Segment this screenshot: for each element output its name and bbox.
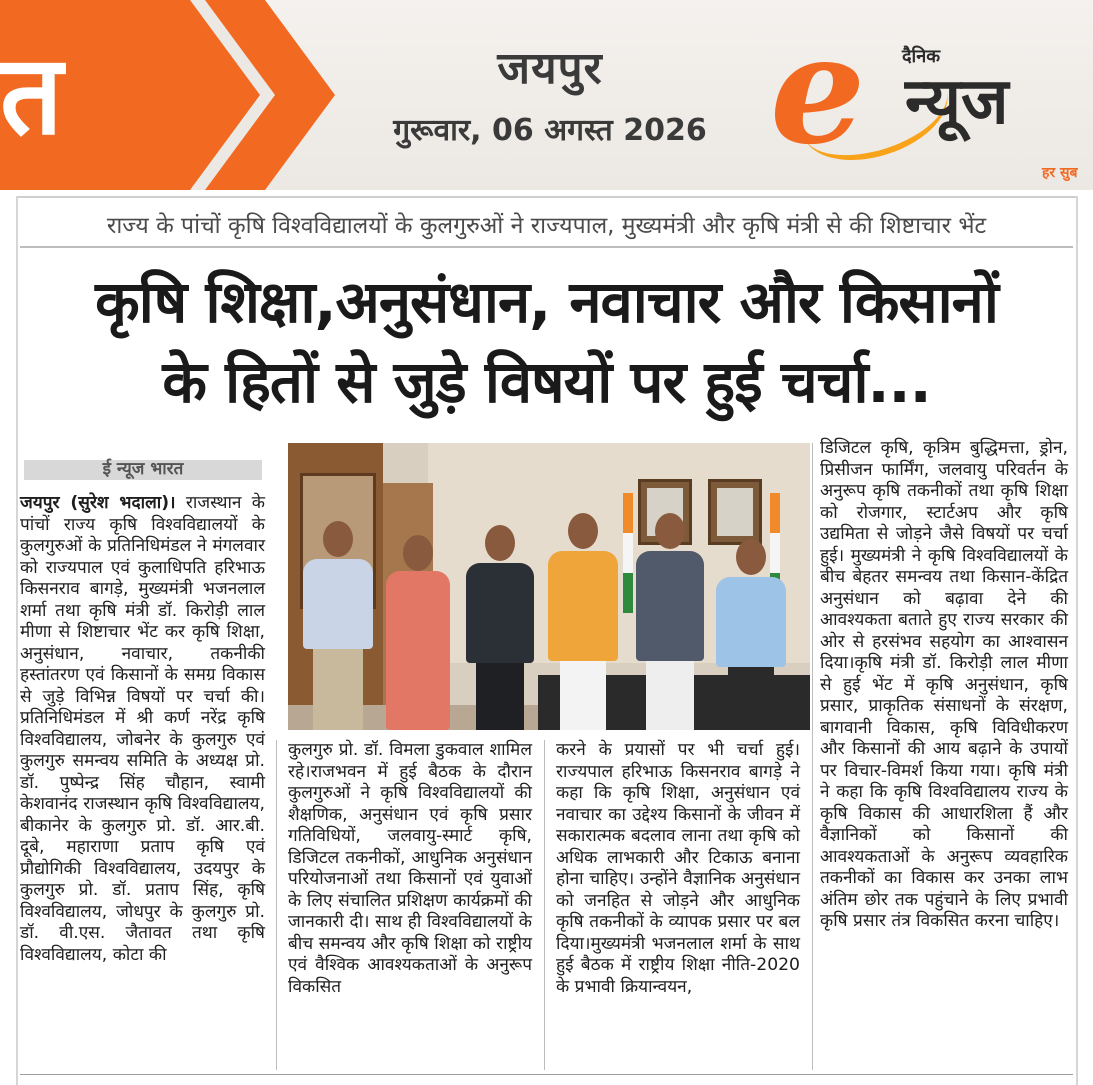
article-column-3 — [556, 740, 800, 998]
edition-city: जयपुर — [497, 43, 603, 94]
person-figure — [378, 535, 458, 730]
article-dateline: जयपुर (सुरेश भदाला)। — [20, 493, 176, 513]
headline-line-2: के हितों से जुड़े विषयों पर हुई चर्चा... — [162, 348, 931, 416]
person-figure — [540, 513, 626, 730]
frame-left-rule — [16, 196, 18, 1085]
logo-e-mark: e — [770, 2, 866, 178]
person-figure — [458, 525, 542, 730]
person-figure — [293, 521, 383, 730]
person-figure — [628, 513, 712, 730]
article-byline: ई न्यूज भारत — [102, 459, 184, 479]
article-kicker: राज्य के पांचों कृषि विश्वविद्यालयों के कुलगुरुओं ने राज्यपाल, मुख्यमंत्री और कृषि मंत्री से की शिष्टाचार भेंट — [20, 206, 1073, 248]
article-headline — [20, 262, 1073, 422]
column-4-text: डिजिटल कृषि, कृत्रिम बुद्धिमत्ता, ड्रोन, प्रिसीजन फार्मिंग, जलवायु परिवर्तन के अनुरूप कृषि तकनीकों तथा कृषि शिक्षा को रोजगार, स्टार्टअप और कृषि उद्यमिता से जोड़ने जैसे विषयों पर चर्चा हुई। मुख्यमंत्री ने कृषि विश्वविद्यालयों के बीच बेहतर समन्वय तथा किसान-केंद्रित अनुसंधान को बढ़ावा देने की आवश्यकता बताते हुए राज्य सरकार की ओर से हरसंभव सहयोग का आश्वासन दिया।कृषि मंत्री डॉ. किरोड़ी लाल मीणा से हुई भेंट में कृषि अनुसंधान, कृषि प्रसार, प्राकृतिक संसाधनों के संरक्षण, बागवानी विकास, कृषि विविधीकरण और किसानों की आय बढ़ाने के उपायों पर विचार-विमर्श किया गया। कृषि मंत्री ने कहा कि कृषि विश्वविद्यालय राज्य के कृषि विकास की आधारशिला हैं और वैज्ञानिकों को किसानों की आवश्यकताओं के अनुरूप व्यवहारिक तकनीकों का विकास कर उनका लाभ अंतिम छोर तक पहुंचाने के लिए प्रभावी कृषि प्रसार तंत्र विकसित करना चाहिए। — [820, 438, 1068, 931]
article-column-1 — [20, 493, 265, 966]
column-2-text: कुलगुरु प्रो. डॉ. विमला डुकवाल शामिल रहे।राजभवन में हुई बैठक के दौरान कुलगुरुओं ने कृषि विश्वविद्यालयों की शैक्षणिक, अनुसंधान एवं कृषि प्रसार गतिविधियों, जलवायु-स्मार्ट कृषि, डिजिटल तकनीकों, आधुनिक अनुसंधान परियोजनाओं तथा किसानों एवं युवाओं के लिए संचालित प्रशिक्षण कार्यक्रमों की जानकारी दी। साथ ही विश्वविद्यालयों के बीच समन्वय और कृषि शिक्षा को राष्ट्रीय एवं वैश्विक आवश्यकताओं के अनुरूप विकसित — [288, 740, 532, 997]
masthead-left-letter: त — [0, 31, 63, 159]
column-divider — [812, 443, 813, 1070]
column-3-text: करने के प्रयासों पर भी चर्चा हुई।राज्यपाल हरिभाऊ किसनराव बागड़े ने कहा कि कृषि शिक्षा, अनुसंधान एवं नवाचार का उद्देश्य किसानों के जीवन में सकारात्मक बदलाव लाना तथा कृषि को अधिक लाभकारी और टिकाऊ बनाना होना चाहिए। उन्होंने वैज्ञानिक अनुसंधान को जनहित से जोड़ने और आधुनिक कृषि तकनीकों के व्यापक प्रसार पर बल दिया।मुख्यमंत्री भजनलाल शर्मा के साथ हुई बैठक में राष्ट्रीय शिक्षा नीति-2020 के प्रभावी क्रियान्वयन, — [556, 740, 800, 997]
edition-date: गुरूवार, 06 अगस्त 2026 — [393, 113, 707, 148]
logo-tagline: हर सुब — [1042, 165, 1078, 181]
masthead — [0, 0, 1093, 190]
article-column-4 — [820, 438, 1068, 933]
group-photo — [288, 443, 810, 730]
column-divider — [544, 740, 545, 1070]
bottom-rule — [20, 1074, 1073, 1075]
column-divider — [276, 740, 277, 1070]
flag-icon — [770, 493, 780, 533]
frame-right-rule — [1076, 196, 1078, 1085]
article-column-2 — [288, 740, 532, 998]
person-figure — [708, 539, 794, 730]
logo-dainik-label: दैनिक — [902, 46, 941, 67]
headline-line-1: कृषि शिक्षा,अनुसंधान, नवाचार और किसानों — [95, 268, 998, 336]
logo-news-wordmark: न्यूज — [905, 65, 1009, 139]
frame-top-rule — [16, 196, 1078, 198]
portrait-frame-icon — [708, 479, 762, 545]
column-1-text: राजस्थान के पांचों राज्य कृषि विश्वविद्यालयों के कुलगुरुओं के प्रतिनिधिमंडल ने मंगलवार को राज्यपाल एवं कुलाधिपति हरिभाऊ किसनराव बागड़े, मुख्यमंत्री भजनलाल शर्मा तथा कृषि मंत्री डॉ. किरोड़ी लाल मीणा से शिष्टाचार भेंट कर कृषि शिक्षा, अनुसंधान, नवाचार, तकनीकी हस्तांतरण एवं किसानों के समग्र विकास से जुड़े विभिन्न विषयों पर चर्चा की।प्रतिनिधिमंडल में श्री कर्ण नरेंद्र कृषि विश्वविद्यालय, जोबनेर के कुलगुरु एवं कुलगुरु समन्वय समिति के अध्यक्ष प्रो. डॉ. पुष्पेन्द्र सिंह चौहान, स्वामी केशवानंद राजस्थान कृषि विश्वविद्यालय, बीकानेर के कुलगुरु प्रो. डॉ. आर.बी. दूबे, महाराणा प्रताप कृषि एवं प्रौद्योगिकी विश्वविद्यालय, उदयपुर के कुलगुरु प्रो. डॉ. प्रताप सिंह, कृषि विश्वविद्यालय, जोधपुर के कुलगुरु प्रो. डॉ. वी.एस. जैतावत तथा कृषि विश्वविद्यालय, कोटा की — [20, 493, 265, 965]
